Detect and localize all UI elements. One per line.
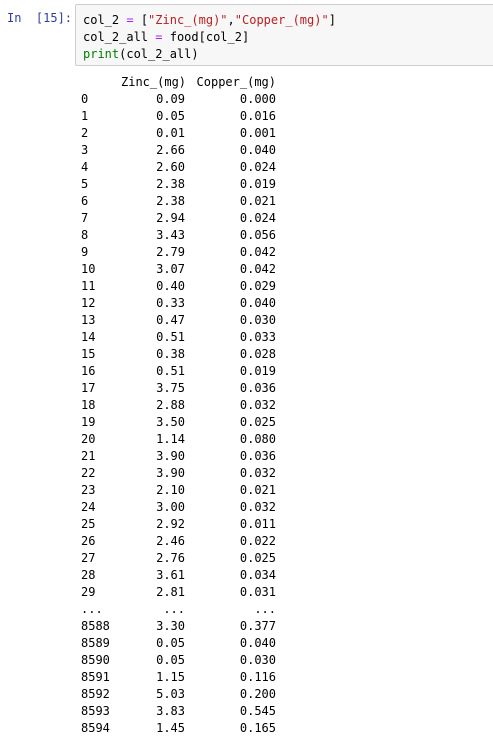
table-row [81,567,276,584]
zinc-value: 2.46 [156,534,185,548]
table-row [81,142,276,159]
table-row [81,414,276,431]
zinc-value: 3.61 [156,568,185,582]
table-row [81,397,276,414]
table-row [81,499,276,516]
zinc-value: 2.60 [156,160,185,174]
zinc-value: 3.43 [156,228,185,242]
output-rows [81,91,276,737]
table-row [81,329,276,346]
copper-value: 0.021 [239,483,276,497]
zinc-value: 0.47 [156,313,185,327]
copper-value: 0.030 [239,313,276,327]
zinc-value: 0.38 [156,347,185,361]
input-prompt: In [15]: [7,11,73,25]
copper-value: 0.200 [239,687,276,701]
row-index: 8592 [81,687,110,701]
row-index: 6 [81,194,89,208]
code-line-3: print(col_2_all) [83,47,199,61]
row-index: 18 [81,398,96,412]
row-index: 10 [81,262,96,276]
zinc-value: 0.05 [156,109,185,123]
copper-value: 0.377 [239,619,276,633]
table-row [81,295,276,312]
copper-value: 0.036 [239,449,276,463]
zinc-value: 2.38 [156,194,185,208]
copper-value: 0.021 [239,194,276,208]
row-index: 14 [81,330,96,344]
row-index: 8590 [81,653,110,667]
zinc-value: 3.83 [156,704,185,718]
copper-value: 0.116 [239,670,276,684]
table-row [81,125,276,142]
table-row [81,363,276,380]
zinc-value: 1.14 [156,432,185,446]
zinc-value: 0.51 [156,364,185,378]
zinc-value: 1.45 [156,721,185,735]
row-index: 27 [81,551,96,565]
zinc-value: 3.07 [156,262,185,276]
output-header-row [81,74,276,91]
table-row [81,482,276,499]
row-index: 8589 [81,636,110,650]
zinc-value: 2.76 [156,551,185,565]
zinc-value: 3.50 [156,415,185,429]
table-row [81,312,276,329]
copper-value: 0.040 [239,143,276,157]
copper-value: 0.028 [239,347,276,361]
copper-value: 0.019 [239,177,276,191]
row-index: 26 [81,534,96,548]
copper-value: 0.032 [239,466,276,480]
copper-value: 0.165 [239,721,276,735]
table-row [81,516,276,533]
column-header-zinc: Zinc_(mg) [121,75,187,89]
table-row [81,431,276,448]
copper-value: 0.545 [239,704,276,718]
cell-output [81,74,276,737]
code-line-1: col_2 = ["Zinc_(mg)","Copper_(mg)"] [83,13,336,27]
table-row [81,550,276,567]
table-row [81,703,276,720]
table-row [81,686,276,703]
row-index: 8591 [81,670,110,684]
copper-value: 0.056 [239,228,276,242]
copper-value: 0.034 [239,568,276,582]
row-index: 15 [81,347,96,361]
zinc-value: 0.09 [156,92,185,106]
table-row [81,635,276,652]
zinc-value: 3.30 [156,619,185,633]
zinc-value: 3.75 [156,381,185,395]
code-line-2: col_2_all = food[col_2] [83,30,250,44]
row-index: 24 [81,500,96,514]
row-index: 8593 [81,704,110,718]
table-row [81,159,276,176]
row-index: 22 [81,466,96,480]
row-index: 7 [81,211,89,225]
zinc-value: 5.03 [156,687,185,701]
table-row [81,346,276,363]
row-index: 11 [81,279,96,293]
table-row [81,618,276,635]
copper-value: 0.001 [239,126,276,140]
copper-value: 0.080 [239,432,276,446]
zinc-value: 2.94 [156,211,185,225]
copper-value: 0.032 [239,398,276,412]
zinc-value: 0.05 [156,653,185,667]
row-index: ... [81,602,103,616]
row-index: 28 [81,568,96,582]
table-row [81,278,276,295]
row-index: 23 [81,483,96,497]
table-row [81,584,276,601]
row-index: 17 [81,381,96,395]
row-index: 20 [81,432,96,446]
zinc-value: 0.05 [156,636,185,650]
copper-value: 0.000 [239,92,276,106]
zinc-value: 2.79 [156,245,185,259]
row-index: 8588 [81,619,110,633]
zinc-value: 0.51 [156,330,185,344]
table-row [81,448,276,465]
zinc-value: 1.15 [156,670,185,684]
table-row [81,380,276,397]
row-index: 0 [81,92,89,106]
copper-value: 0.040 [239,636,276,650]
zinc-value: 3.00 [156,500,185,514]
row-index: 5 [81,177,89,191]
zinc-value: 2.10 [156,483,185,497]
table-row [81,227,276,244]
row-index: 8 [81,228,89,242]
copper-value: 0.036 [239,381,276,395]
code-editor[interactable] [83,12,336,63]
code-input-area[interactable] [75,4,493,66]
row-index: 21 [81,449,96,463]
table-row [81,601,276,618]
zinc-value: 3.90 [156,466,185,480]
row-index: 9 [81,245,89,259]
table-row [81,91,276,108]
table-row [81,108,276,125]
row-index: 13 [81,313,96,327]
table-row [81,176,276,193]
table-row [81,720,276,737]
table-row [81,193,276,210]
copper-value: 0.024 [239,160,276,174]
row-index: 8594 [81,721,110,735]
table-row [81,261,276,278]
copper-value: 0.025 [239,551,276,565]
zinc-value: 3.90 [156,449,185,463]
zinc-value: 0.33 [156,296,185,310]
zinc-value: 2.66 [156,143,185,157]
row-index: 2 [81,126,89,140]
row-index: 3 [81,143,89,157]
row-index: 4 [81,160,89,174]
row-index: 1 [81,109,89,123]
copper-value: 0.042 [239,262,276,276]
zinc-value: 2.38 [156,177,185,191]
copper-value: 0.011 [239,517,276,531]
copper-value: 0.030 [239,653,276,667]
row-index: 12 [81,296,96,310]
zinc-value: 0.01 [156,126,185,140]
table-row [81,652,276,669]
zinc-value: 2.88 [156,398,185,412]
copper-value: 0.025 [239,415,276,429]
table-row [81,669,276,686]
table-row [81,533,276,550]
row-index: 29 [81,585,96,599]
copper-value: 0.040 [239,296,276,310]
copper-value: 0.032 [239,500,276,514]
zinc-value: 2.81 [156,585,185,599]
copper-value: 0.019 [239,364,276,378]
copper-value: 0.033 [239,330,276,344]
table-row [81,465,276,482]
copper-value: 0.024 [239,211,276,225]
copper-value: 0.031 [239,585,276,599]
table-row [81,244,276,261]
copper-value: 0.042 [239,245,276,259]
zinc-value: 2.92 [156,517,185,531]
copper-value: 0.029 [239,279,276,293]
row-index: 16 [81,364,96,378]
column-header-copper: Copper_(mg) [196,75,276,89]
copper-value: 0.016 [239,109,276,123]
copper-value: ... [254,602,276,616]
row-index: 19 [81,415,96,429]
row-index: 25 [81,517,96,531]
zinc-value: ... [163,602,185,616]
table-row [81,210,276,227]
zinc-value: 0.40 [156,279,185,293]
copper-value: 0.022 [239,534,276,548]
